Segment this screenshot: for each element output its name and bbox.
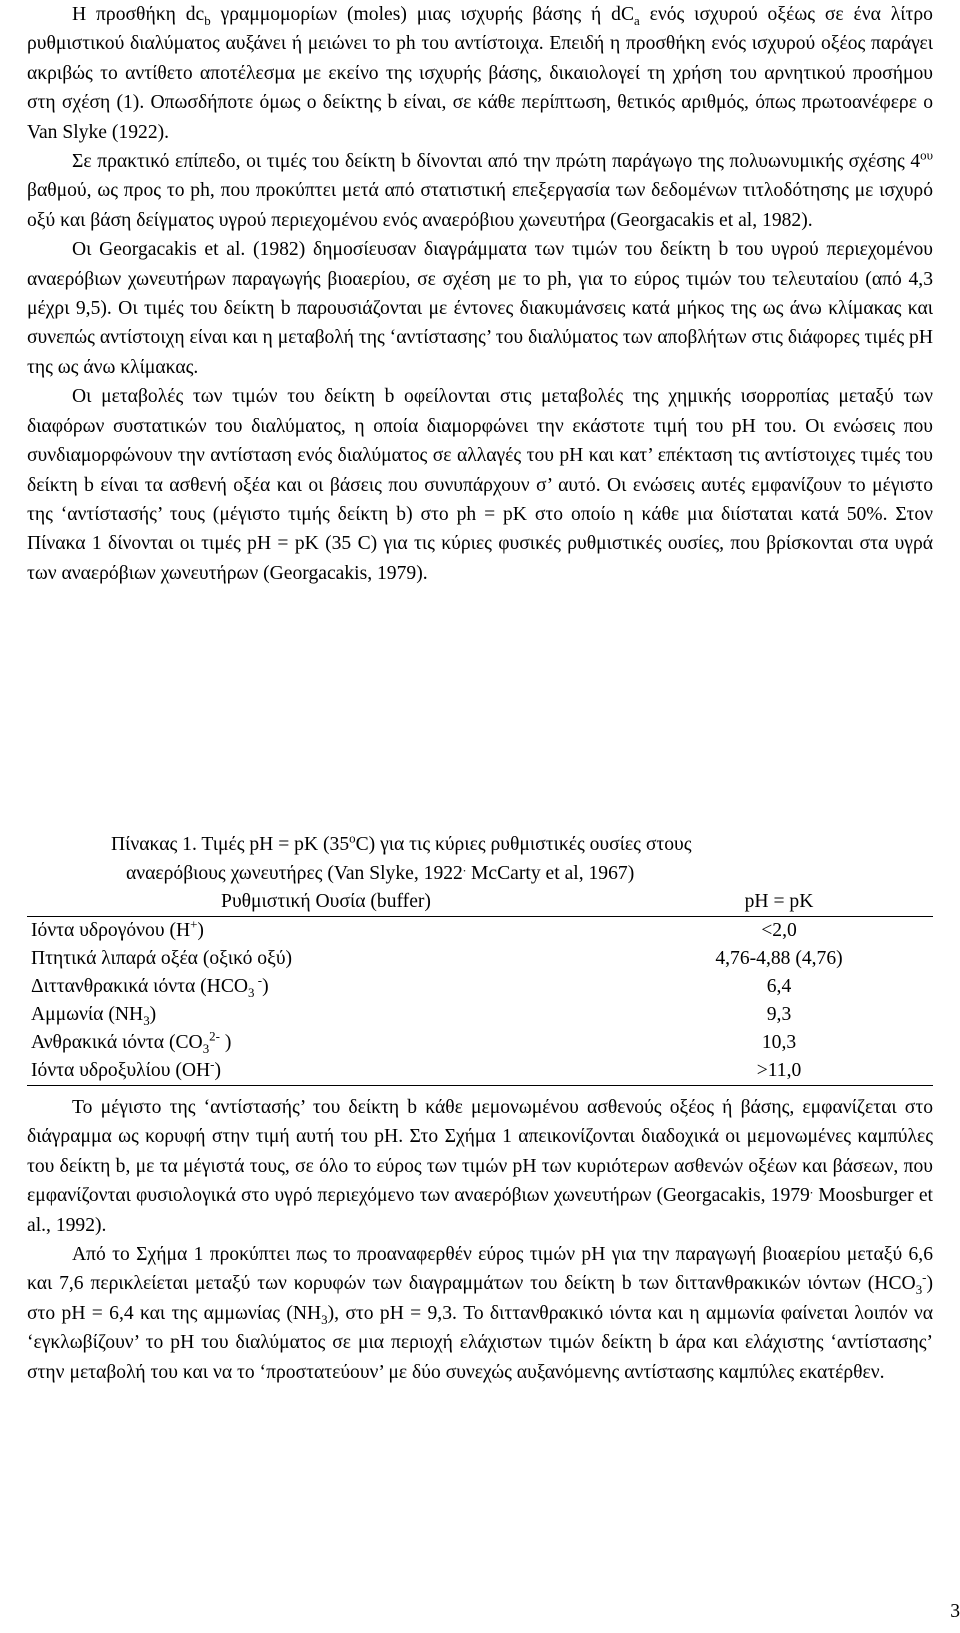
text-run: Οι μεταβολές των τιμών του δείκτη b οφείλονται στις μεταβολές της χημικής ισορροπίας μεταξύ των διαφόρων συστατικών του διαλύματος, η οποία διαμορφώνει την εκάστοτε τιμή του pH του. Οι ενώσεις που συνδιαμορφώνουν την αντίσταση ενός διαλύματος σε αλλαγές του pH και κατ’ επέκταση τις αντίστοιχες τιμές του δείκτη b είναι τα ασθενή οξέα και οι βάσεις που συνυπάρχουν σ’ αυτό. Οι ενώσεις αυτές εμφανίζουν το μέγιστο της ‘αντίστασής’ τους (μέγιστο τιμής δείκτη b) στο ph = pK στο οποίο η κάθε μια διίσταται κατά 50%. Στον Πίνακα 1 δίνονται οι τιμές pH = pK (35 C) για τις κύριες φυσικές ρυθμιστικές ουσίες, που βρίσκονται στα υγρά των αναερόβιων χωνευτήρων (Georgacakis, 1979).	[27, 386, 933, 584]
paragraph	[27, 382, 933, 588]
text-run: Πτητικά λιπαρά οξέα (οξικό οξύ)	[31, 948, 293, 969]
text-run: Πίνακας 1. Τιμές pH = pK (35	[111, 834, 350, 855]
paragraph	[27, 235, 933, 382]
text-run: Η προσθήκη dc	[72, 4, 205, 25]
paragraph	[27, 147, 933, 235]
text-run: Ιόντα υδρογόνου (H	[31, 920, 191, 941]
body-text-top	[27, 0, 933, 588]
ph-pk-cell: 6,4	[766, 976, 792, 997]
text-run: Ιόντα υδροξυλίου (OH	[31, 1060, 211, 1081]
subscript: 3	[915, 1282, 923, 1298]
paragraph	[27, 1240, 933, 1387]
paragraph	[27, 0, 933, 147]
superscript: +	[190, 916, 198, 932]
ph-pk-cell: 10,3	[761, 1032, 797, 1053]
text-run: C) για τις κύριες ρυθμιστικές ουσίες στους	[355, 834, 692, 855]
text-run: ) στο pH = 6,4 και της αμμωνίας (NH	[27, 1273, 933, 1324]
buffer-name-cell	[27, 917, 625, 946]
table-body	[27, 917, 933, 1086]
table-row	[27, 917, 933, 946]
text-run: Σε πρακτικό επίπεδο, οι τιμές του δείκτη b δίνονται από την πρώτη παράγωγο της πολυωνυμικής σχέσης 4	[72, 151, 921, 173]
table-caption-line-2	[27, 859, 933, 888]
ph-pk-cell: <2,0	[761, 920, 797, 941]
buffer-name-cell	[27, 945, 625, 973]
text-run: βαθμού, ως προς το ph, που προκύπτει μετά από στατιστική επεξεργασία των δεδομένων τιτλοδότησης με ισχυρό οξύ και βάση δείγματος υγρού περιεχομένου ενός αναερόβιου χωνευτήρα (Georgacakis et al, 1982).	[27, 180, 933, 231]
page-content	[27, 0, 933, 1383]
superscript: ου	[920, 147, 933, 163]
text-run: )	[219, 1032, 232, 1053]
table-1	[27, 830, 933, 1086]
text-run: Ανθρακικά ιόντα (CO	[31, 1032, 203, 1053]
header-buffer: Ρυθμιστική Ουσία (buffer)	[27, 888, 625, 917]
table-row	[27, 945, 933, 973]
text-run: Moosburger et al., 1992).	[27, 1185, 933, 1236]
superscript: -	[254, 972, 263, 988]
subscript: 3	[143, 1012, 150, 1028]
buffer-name-cell	[27, 973, 625, 1001]
superscript: o	[349, 830, 356, 846]
table-caption-line-1	[27, 830, 933, 859]
buffer-name-cell	[27, 1057, 625, 1086]
text-run: Διττανθρακικά ιόντα (HCO	[31, 976, 249, 997]
table-row	[27, 1029, 933, 1057]
subscript: 3	[321, 1311, 328, 1327]
text-run: Οι Georgacakis et al. (1982) δημοσίευσαν διαγράμματα των τιμών του δείκτη b του υγρού περιεχομένου αναερόβιων χωνευτήρων παραγωγής βιοαερίου, σε σχέση με το ph, για το εύρος τιμών του τελευταίου (από 4,3 μέχρι 9,5). Οι τιμές του δείκτη b παρουσιάζονται με έντονες διακυμάνσεις κατά μήκος της ως άνω κλίμακας και συνεπώς αντίστοιχη είναι και η μεταβολή της ‘αντίστασης’ του διαλύματος των αποβλήτων στις διάφορες τιμές pH της ως άνω κλίμακας.	[27, 239, 933, 378]
text-run: )	[197, 920, 204, 941]
text-run: )	[262, 976, 269, 997]
superscript: .	[462, 859, 467, 875]
text-run: Το μέγιστο της ‘αντίστασής’ του δείκτη b κάθε μεμονωμένου ασθενούς οξέος ή βάσης, εμφανίζεται στο διάγραμμα ως κορυφή στην τιμή αυτή του pH. Στο Σχήμα 1 απεικονίζονται διαδοχικά οι μεμονωμένες καμπύλες του δείκτη b, με τα μέγιστά τους, σε όλο το εύρος των τιμών pH των κυριότερων ασθενών οξέων και βάσεων, που εμφανίζονται φυσιολογικά στο υγρό περιεχόμενο των αναερόβιων χωνευτήρων (Georgacakis, 1979	[27, 1097, 933, 1207]
table-row	[27, 973, 933, 1001]
text-run: ενός ισχυρού οξέως σε ένα λίτρο ρυθμιστικού διαλύματος αυξάνει ή μειώνει το ph του αντίστοιχα. Επειδή η προσθήκη ενός ισχυρού οξέος παράγει ακριβώς το αντίθετο αποτέλεσμα με εκείνο της ισχυρής βάσης, δικαιολογεί τη χρήση του αρνητικού προσήμου στη σχέση (1). Οπωσδήποτε όμως ο δείκτης b είναι, σε κάθε περίπτωση, θετικός αριθμός, όπως πρωτοανέφερε ο Van Slyke (1922).	[27, 4, 933, 143]
header-ph-pk: pH = pK	[625, 888, 933, 917]
subscript: 3	[202, 1040, 210, 1056]
table-row	[27, 1057, 933, 1086]
text-run: Από το Σχήμα 1 προκύπτει πως το προαναφερθέν εύρος τιμών pH για την παραγωγή βιοαερίου μεταξύ 6,6 και 7,6 περικλείεται μεταξύ των κορυφών των διαγραμμάτων του δείκτη b των διττανθρακικών ιόντων (HCO	[27, 1244, 933, 1295]
text-run: McCarty et al, 1967)	[466, 863, 635, 884]
table-header-row	[27, 888, 933, 917]
text-run: )	[214, 1060, 222, 1081]
subscript: a	[634, 12, 640, 28]
superscript: -	[210, 1056, 215, 1072]
superscript: 2-	[209, 1028, 220, 1044]
text-run: αναερόβιους χωνευτήρες (Van Slyke, 1922	[126, 863, 463, 884]
buffer-table	[27, 888, 933, 1086]
ph-pk-cell: >11,0	[625, 1057, 933, 1086]
buffer-name-cell	[27, 1001, 625, 1029]
ph-pk-cell: 9,3	[766, 1004, 792, 1025]
text-run: ), στο pH = 9,3. Το διττανθρακικό ιόντα και η αμμωνία φαίνεται λοιπόν να ‘εγκλωβίζουν’ το pH του διαλύματος σε μια περιοχή ελάχιστων τιμών δείκτη b άρα και ελάχιστης ‘αντίστασης’ στην μεταβολή του και να το ‘προστατεύουν’ με δύο συνεχώς αυξανόμενης αντίστασης καμπύλες εκατέρθεν.	[27, 1302, 933, 1383]
text-run: Αμμωνία (NH	[31, 1004, 144, 1025]
text-run: γραμμομορίων (moles) μιας ισχυρής βάσης ή dC	[210, 4, 635, 25]
subscript: b	[204, 12, 211, 28]
body-text-bottom	[27, 1093, 933, 1387]
buffer-name-cell	[27, 1029, 625, 1057]
table-row	[27, 1001, 933, 1029]
superscript: .	[809, 1181, 814, 1197]
page-number: 3	[950, 1601, 960, 1622]
text-run: )	[149, 1004, 157, 1025]
paragraph	[27, 1093, 933, 1240]
superscript: -	[922, 1269, 927, 1285]
subscript: 3	[248, 984, 255, 1000]
ph-pk-cell: 4,76-4,88 (4,76)	[715, 948, 843, 969]
